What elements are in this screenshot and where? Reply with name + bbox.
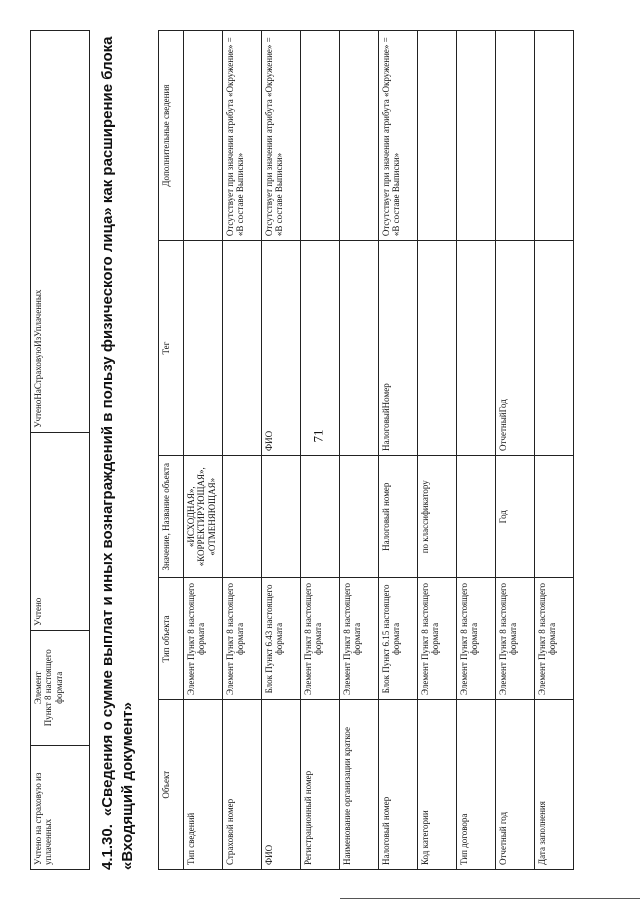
cell-object: Тип сведений [184,700,223,870]
cell-info [457,31,496,241]
column-header-tag: Тег [159,241,184,456]
cell-type: Элемент Пункт 8 настоящего формата [535,578,574,700]
cell-object: Тип договора [457,700,496,870]
table-header-row [159,31,184,870]
cell-object: Регистрационный номер [301,700,340,870]
cell-value: Год [496,455,535,578]
cell-value [457,455,496,578]
top-type-line: Пункт 8 настоящего [43,649,54,727]
table-row [496,31,535,870]
cell-tag [223,241,262,456]
cell-info: Отсутствует при значении атрибута «Окружение» = «В составе Выписки» [223,31,262,241]
cell-type: Элемент Пункт 8 настоящего формата [340,578,379,700]
section-heading [98,30,139,870]
table-row [457,31,496,870]
cell-type: Блок Пункт 6.15 настоящего формата [379,578,418,700]
cell-info [340,31,379,241]
top-cell-object: Учтено на страховую из уплаченных [31,745,90,869]
main-table [158,30,574,870]
cell-tag [301,241,340,456]
cell-type: Блок Пункт 6.43 настоящего формата [262,578,301,700]
cell-info [418,31,457,241]
cell-tag: НалоговыйНомер [379,241,418,456]
table-row [535,31,574,870]
table-row [379,31,418,870]
rotated-page-content [30,30,590,870]
cell-tag [457,241,496,456]
section-title: «Сведения о сумме выплат и иных вознаграждений в пользу физического лица» как расширение блока «Входящий документ» [99,36,137,870]
top-cell-tag: УчтеноНаСтраховуюИзУплаченных [31,31,90,433]
cell-info [301,31,340,241]
cell-value [535,455,574,578]
cell-type: Элемент Пункт 8 настоящего формата [301,578,340,700]
cell-type: Элемент Пункт 8 настоящего формата [496,578,535,700]
cell-type: Элемент Пункт 8 настоящего формата [457,578,496,700]
column-header-type: Тип объекта [159,578,184,700]
cell-object: Налоговый номер [379,700,418,870]
table-row [418,31,457,870]
cell-info [496,31,535,241]
page-number: 71 [310,429,326,443]
cell-type: Элемент Пункт 8 настоящего формата [418,578,457,700]
cell-object: Наименование организации краткое [340,700,379,870]
top-type-line: формата [53,671,64,704]
cell-info: Отсутствует при значении атрибута «Окружение» = «В составе Выписки» [262,31,301,241]
cell-tag: ФИО [262,241,301,456]
cell-tag [418,241,457,456]
cell-value: «ИСХОДНАЯ», «КОРРЕКТИРУЮЩАЯ», «ОТМЕНЯЮЩАЯ» [184,455,223,578]
cell-tag: ОтчетныйГод [496,241,535,456]
table-row [301,31,340,870]
table-row [340,31,379,870]
table-row [31,31,90,870]
top-table-fragment [30,30,90,870]
cell-type: Элемент Пункт 8 настоящего формата [223,578,262,700]
cell-info [535,31,574,241]
cell-object: Отчетный год [496,700,535,870]
cell-tag [340,241,379,456]
column-header-info: Дополнительные сведения [159,31,184,241]
column-header-value: Значение, Название объекта [159,455,184,578]
cell-tag [535,241,574,456]
cell-value [301,455,340,578]
top-cell-value: Учтено [31,432,90,630]
cell-value: Налоговый номер [379,455,418,578]
cell-object: Дата заполнения [535,700,574,870]
cell-value [262,455,301,578]
cell-type: Элемент Пункт 8 настоящего формата [184,578,223,700]
table-row [184,31,223,870]
cell-object: ФИО [262,700,301,870]
table-row [262,31,301,870]
section-number: 4.1.30. [99,824,116,870]
cell-value [223,455,262,578]
table-row [223,31,262,870]
top-cell-type [31,630,90,745]
column-header-object: Объект [159,700,184,870]
scan-edge-line [340,898,640,899]
cell-info: Отсутствует при значении атрибута «Окружение» = «В составе Выписки» [379,31,418,241]
cell-tag [184,241,223,456]
cell-value [340,455,379,578]
cell-object: Код категории [418,700,457,870]
cell-info [184,31,223,241]
cell-object: Страховой номер [223,700,262,870]
cell-value: по классификатору [418,455,457,578]
top-type-line: Элемент [33,671,43,705]
